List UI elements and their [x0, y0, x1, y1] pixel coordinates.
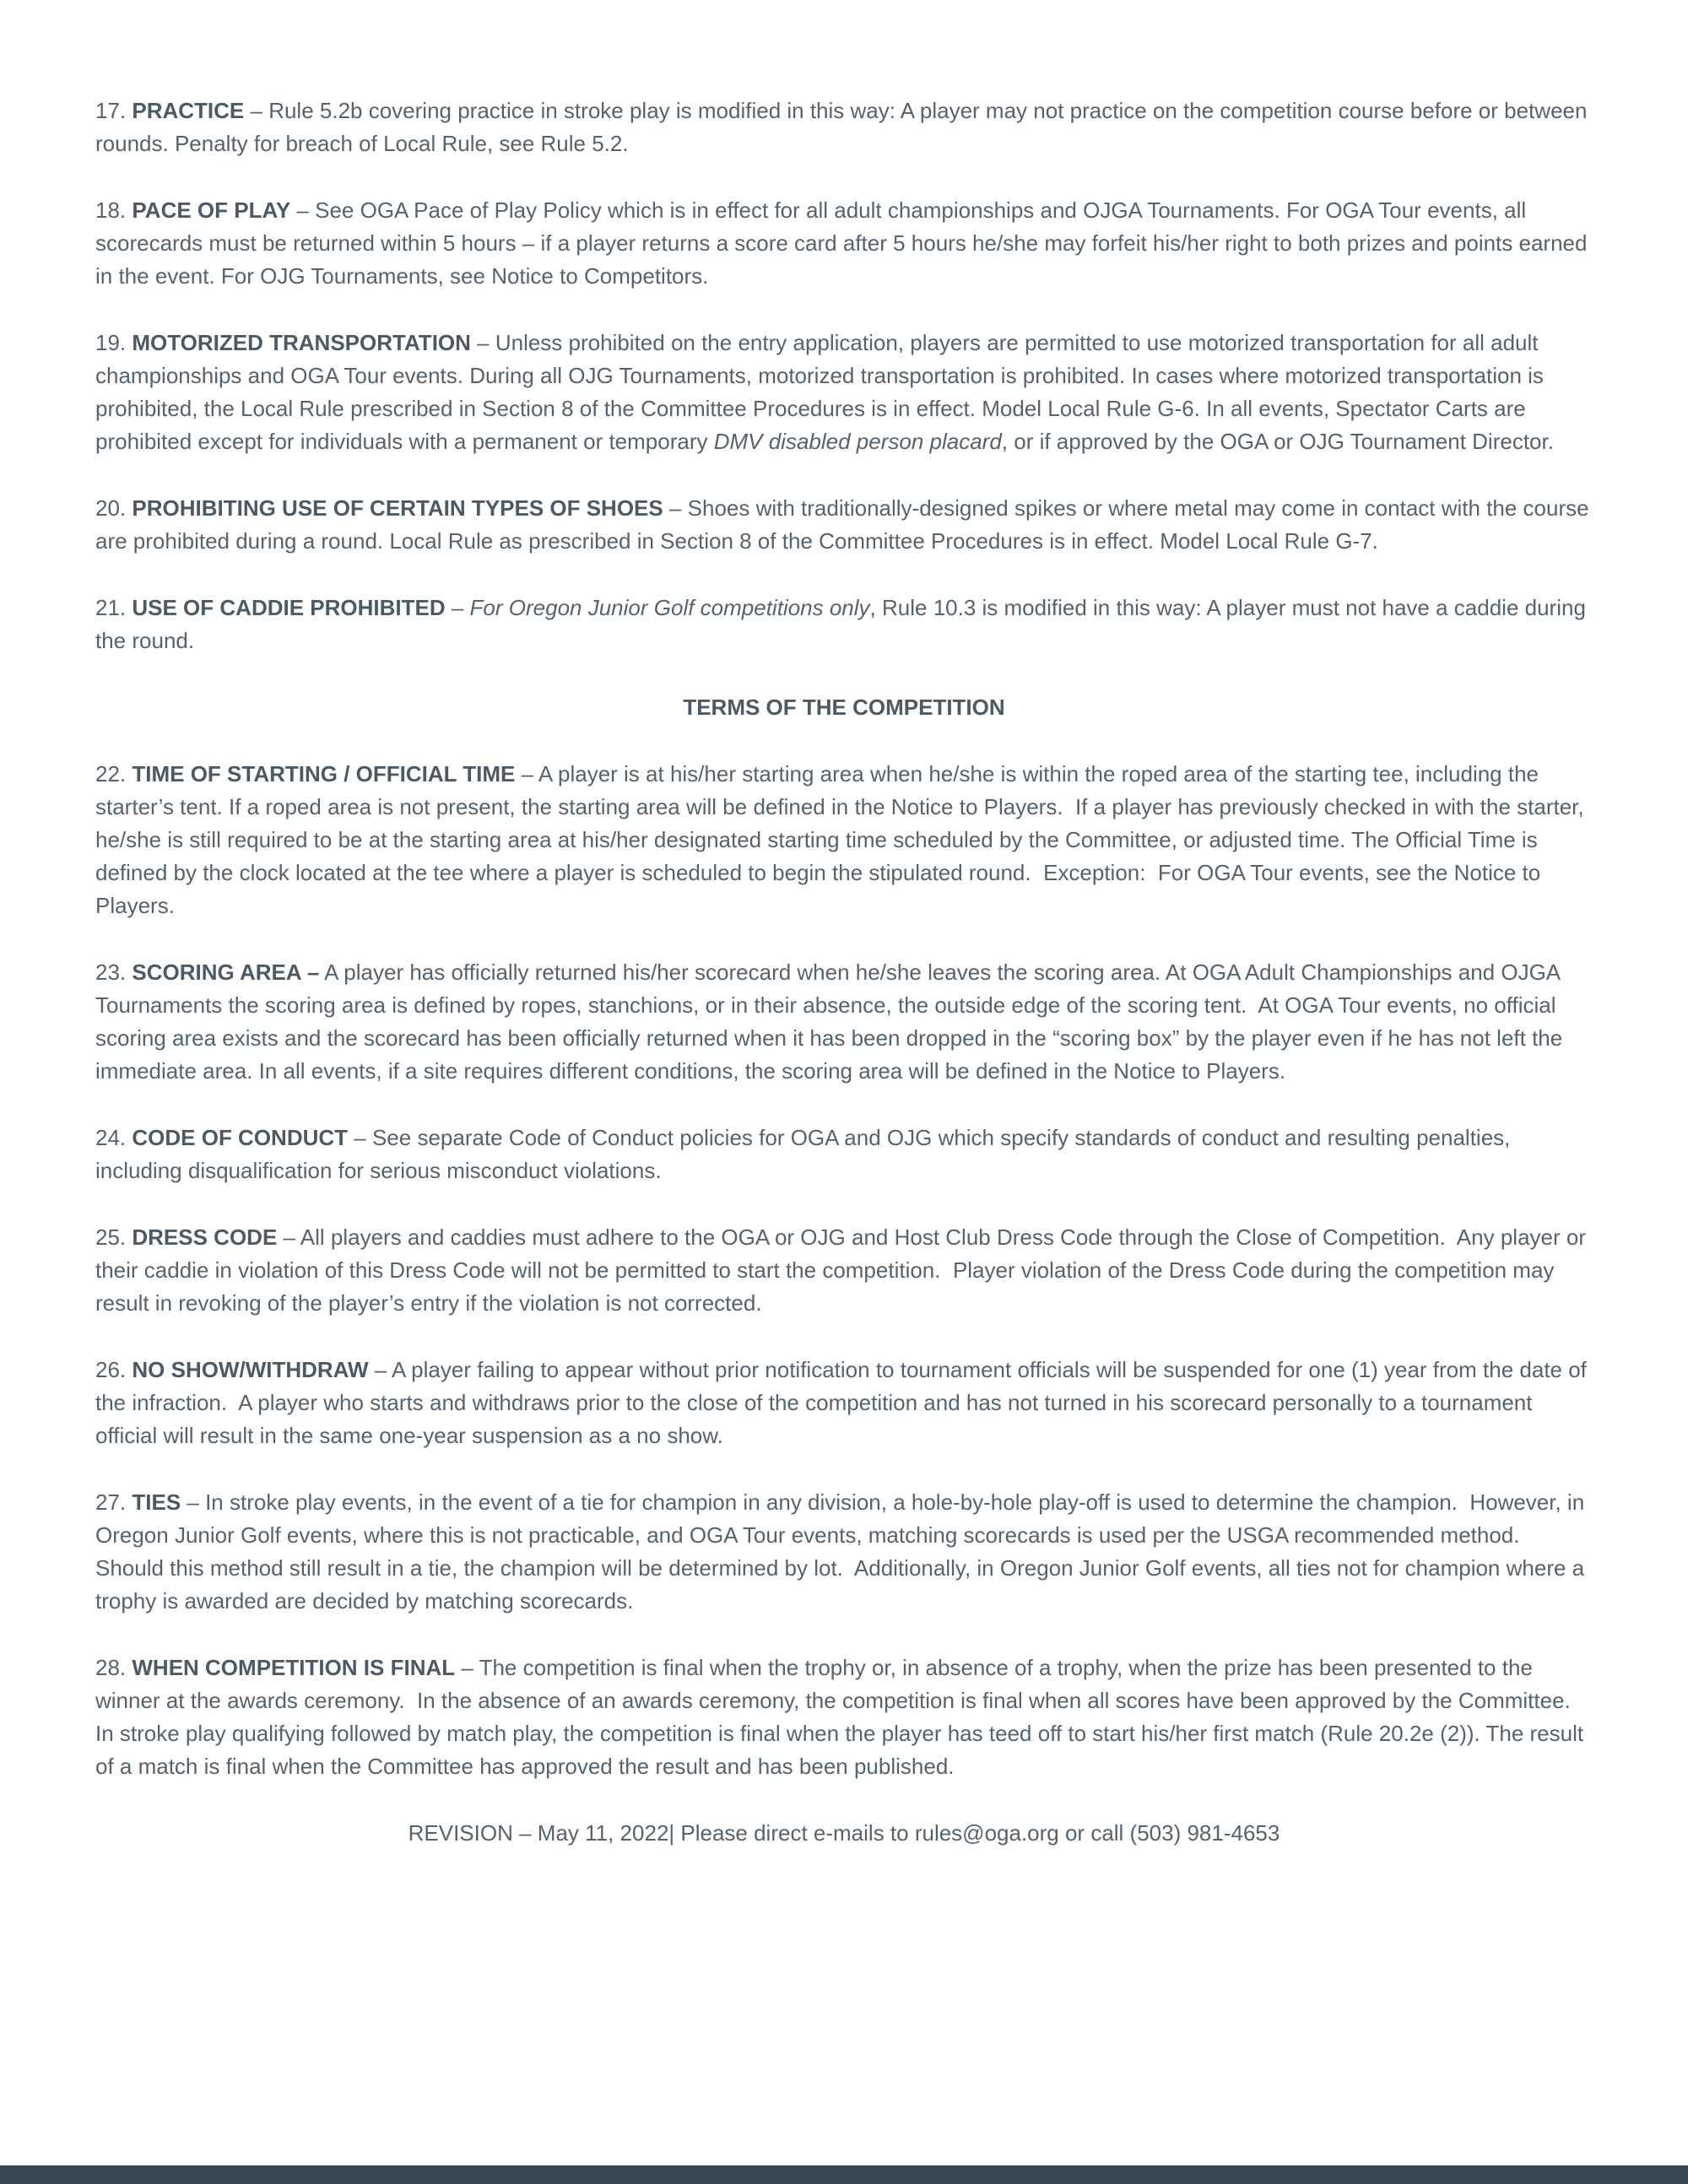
rule-number: 17. — [95, 98, 133, 123]
rule-paragraph-17 — [95, 95, 1593, 160]
rule-title: TIME OF STARTING / OFFICIAL TIME — [132, 761, 516, 787]
rule-title: WHEN COMPETITION IS FINAL — [132, 1655, 456, 1680]
rule-paragraph-21 — [95, 592, 1593, 657]
rule-paragraph-19 — [95, 327, 1593, 458]
rule-text-run: – — [445, 595, 470, 620]
rule-text-run: – See separate Code of Conduct policies for OGA and OJG which specify standards of conduct and resulting penalties, including disqualification for serious misconduct violations. — [95, 1125, 1517, 1183]
rule-paragraph-23 — [95, 956, 1593, 1088]
rule-paragraph-20 — [95, 492, 1593, 558]
rule-text-run: – In stroke play events, in the event of a tie for champion in any division, a hole-by-hole play-off is used to determine the champion. However, in Oregon Junior Golf events, where this is not practicable, and OGA Tour events, matching scorecards is used per the USGA recommended method. Should this method still result in a tie, the champion will be determined by lot. Additionally, in Oregon Junior Golf events, all ties not for champion where a trophy is awarded are decided by matching scorecards. — [95, 1489, 1591, 1614]
rule-paragraph-26 — [95, 1354, 1593, 1452]
revision-footer: REVISION – May 11, 2022| Please direct e-mails to rules@oga.org or call (503) 981-4653 — [408, 1820, 1280, 1846]
rule-text-run: – Unless prohibited on the entry application, players are permitted to use motorized transportation for all adult championships and OGA Tour events. During all OJG Tournaments, motorized transportation is prohibited. In cases where motorized transportation is prohibited, the Local Rule prescribed in Section 8 of the Committee Procedures is in effect. Model Local Rule G-6. In all events, Spectator Carts are prohibited except for individuals with a permanent or temporary — [95, 330, 1550, 454]
rule-text-run: – A player is at his/her starting area when he/she is within the roped area of the starting tee, including the starter’s tent. If a roped area is not present, the starting area will be defined in the Notice to Players. If a player has previously checked in with the starter, he/she is still required to be at the starting area at his/her designated starting time scheduled by the Committee, or adjusted time. The Official Time is defined by the clock located at the tee where a player is scheduled to begin the stipulated round. Exception: For OGA Tour events, see the Notice to Players. — [95, 761, 1590, 918]
rule-number: 19. — [95, 330, 133, 355]
bottom-bar — [0, 2165, 1688, 2184]
rule-number: 21. — [95, 595, 133, 620]
rule-number: 24. — [95, 1125, 133, 1150]
rule-title: PROHIBITING USE OF CERTAIN TYPES OF SHOES — [132, 495, 663, 521]
rule-text-run: – All players and caddies must adhere to the OGA or OJG and Host Club Dress Code through the Close of Competition. Any player or their caddie in violation of this Dress Code will not be permitted to start the competition. Player violation of the Dress Code during the competition may result in revoking of the player’s entry if the violation is not corrected. — [95, 1224, 1593, 1316]
rule-text-run: For Oregon Junior Golf competitions only — [469, 595, 870, 620]
rule-number: 26. — [95, 1357, 133, 1382]
rule-number: 23. — [95, 960, 133, 985]
rule-title: NO SHOW/WITHDRAW — [132, 1357, 369, 1382]
rule-paragraph-27 — [95, 1486, 1593, 1618]
rule-paragraph-24 — [95, 1122, 1593, 1187]
rule-title: PRACTICE — [132, 98, 245, 123]
rule-text-run: – The competition is final when the trophy or, in absence of a trophy, when the prize has been presented to the winner at the awards ceremony. In the absence of an awards ceremony, the competition is final when all scores have been approved by the Committee. In stroke play qualifying followed by match play, the competition is final when the player has teed off to start his/her first match (Rule 20.2e (2)). The result of a match is final when the Committee has approved the result and has been published. — [95, 1655, 1590, 1779]
rules-section — [95, 691, 1593, 1783]
rule-title: SCORING AREA – — [132, 960, 320, 985]
rule-title: DRESS CODE — [132, 1224, 278, 1250]
rule-number: 18. — [95, 197, 133, 223]
rule-title: USE OF CADDIE PROHIBITED — [132, 595, 446, 620]
rule-text-run: – Rule 5.2b covering practice in stroke play is modified in this way: A player may not practice on the competition course before or between rounds. Penalty for breach of Local Rule, see Rule 5.2. — [95, 98, 1593, 156]
rule-number: 28. — [95, 1655, 133, 1680]
rule-title: PACE OF PLAY — [132, 197, 291, 223]
rule-paragraph-18 — [95, 194, 1593, 293]
rule-title: CODE OF CONDUCT — [132, 1125, 349, 1150]
rule-text-run: , Rule 10.3 is modified in this way: A player must not have a caddie during the round. — [95, 595, 1593, 653]
rule-title: MOTORIZED TRANSPORTATION — [132, 330, 471, 355]
rule-number: 22. — [95, 761, 133, 787]
rule-title: TIES — [132, 1489, 181, 1515]
section-heading: TERMS OF THE COMPETITION — [683, 695, 1005, 720]
rules-section — [95, 95, 1593, 657]
rule-number: 25. — [95, 1224, 133, 1250]
rule-text-run: DMV disabled person placard — [713, 429, 1002, 454]
rule-paragraph-22 — [95, 758, 1593, 922]
rule-text-run: , or if approved by the OGA or OJG Tournament Director. — [1001, 429, 1554, 454]
rule-text-run: A player has officially returned his/her scorecard when he/she leaves the scoring area. At OGA Adult Championships and OJGA Tournaments the scoring area is defined by ropes, stanchions, or in their absence, the outside edge of the scoring tent. At OGA Tour events, no official scoring area exists and the scorecard has been officially returned when it has been dropped in the “scoring box” by the player even if he has not left the immediate area. In all events, if a site requires different conditions, the scoring area will be defined in the Notice to Players. — [95, 960, 1569, 1084]
rule-text-run: – Shoes with traditionally-designed spikes or where metal may come in contact with the course are prohibited during a round. Local Rule as prescribed in Section 8 of the Committee Procedures is in effect. Model Local Rule G-7. — [95, 495, 1595, 554]
rule-text-run: – See OGA Pace of Play Policy which is in effect for all adult championships and OJGA Tournaments. For OGA Tour events, all scorecards must be returned within 5 hours – if a player returns a score card after 5 hours he/she may forfeit his/her right to both prizes and points earned in the event. For OJG Tournaments, see Notice to Competitors. — [95, 197, 1593, 289]
rule-number: 27. — [95, 1489, 133, 1515]
rule-number: 20. — [95, 495, 133, 521]
rule-paragraph-28 — [95, 1652, 1593, 1783]
rule-paragraph-25 — [95, 1221, 1593, 1320]
rule-text-run: – A player failing to appear without prior notification to tournament officials will be suspended for one (1) year from the date of the infraction. A player who starts and withdraws prior to the close of the competition and has not turned in his scorecard personally to a tournament official will result in the same one-year suspension as a no show. — [95, 1357, 1593, 1448]
